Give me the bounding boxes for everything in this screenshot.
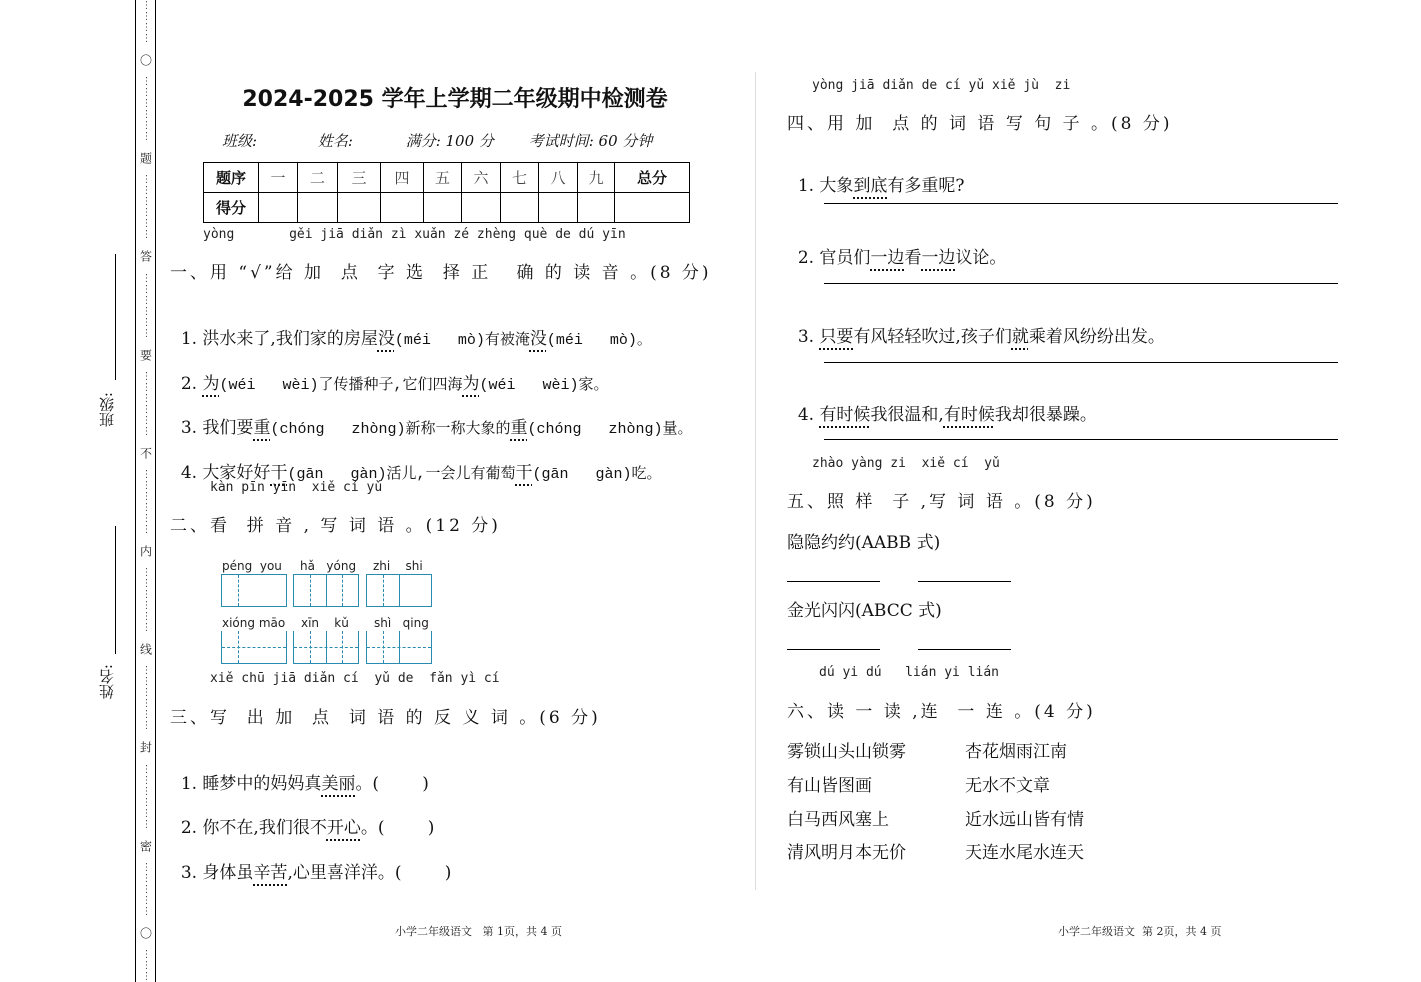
dotted-word: 有时候 — [819, 405, 871, 425]
match-left[interactable]: 雾锁山头山锁雾 — [787, 742, 906, 762]
dotted-char: 重 — [253, 418, 271, 438]
item-text: 2. 你不在,我们很不 — [180, 818, 327, 838]
grid-pinyin: hǎ yóng — [300, 559, 357, 573]
answer-line[interactable] — [824, 283, 1338, 284]
item-text: 有多重呢? — [887, 176, 965, 196]
section1-pinyin: yòng gěi jiā diǎn zì xuǎn zé zhèng què de dú yīn — [203, 227, 626, 242]
answer-line[interactable] — [824, 439, 1338, 440]
section1-item — [170, 304, 652, 349]
dotted-word: 到底 — [853, 176, 888, 196]
col-header: 二 — [298, 163, 338, 193]
score-cell[interactable] — [462, 193, 501, 223]
section2-pinyin: kàn pīn yīn xiě cí yǔ — [210, 480, 383, 495]
score-cell[interactable] — [259, 193, 298, 223]
col-header: 七 — [501, 163, 539, 193]
writing-box[interactable] — [366, 631, 432, 664]
section4-item — [787, 302, 1165, 347]
score-cell[interactable] — [424, 193, 462, 223]
item-text: 我很温和, — [870, 405, 944, 425]
dotted-char: 没 — [529, 329, 547, 349]
section3-heading: 三、写 出 加 点 词 语 的 反 义 词 。(6 分) — [170, 708, 601, 728]
seal-char: 封 — [138, 741, 153, 754]
page-divider — [755, 72, 756, 890]
binding-border-left — [135, 0, 136, 982]
grid-pinyin: xióng māo — [222, 616, 286, 630]
dotted-char: 为 — [202, 374, 220, 394]
total-score-cell[interactable] — [615, 193, 690, 223]
answer-line[interactable] — [787, 649, 880, 650]
side-name-field[interactable] — [115, 526, 116, 654]
section3-pinyin: xiě chū jiā diǎn cí yǔ de fǎn yì cí — [210, 671, 500, 686]
match-right[interactable]: 近水远山皆有情 — [965, 810, 1084, 830]
item-text: 4. 大家好好 — [180, 463, 271, 483]
pinyin-options[interactable]: (chóng zhòng)新称一称大象的 — [270, 421, 511, 438]
section5-example: 金光闪闪(ABCC 式) — [787, 601, 942, 621]
section1-item — [170, 393, 693, 438]
section6-heading: 六、读 一 读 ,连 一 连 。(4 分) — [787, 702, 1096, 722]
section1-item — [170, 438, 662, 483]
pinyin-options[interactable]: (wéi wèi)了传播种子,它们四海 — [219, 377, 463, 394]
item-text: 3. 我们要 — [180, 418, 254, 438]
row-label-score: 得分 — [204, 193, 259, 223]
item-text: 议论。 — [955, 248, 1007, 268]
item-text: 1. 睡梦中的妈妈真 — [180, 774, 322, 794]
dotted-char: 没 — [377, 329, 395, 349]
name-label: 姓名: — [317, 132, 353, 150]
dotted-char: 重 — [510, 418, 528, 438]
section4-heading: 四、用 加 点 的 词 语 写 句 子 。(8 分) — [787, 114, 1173, 134]
seal-char: 要 — [138, 348, 153, 361]
dotted-word: 辛苦 — [253, 863, 288, 883]
seal-char: 不 — [138, 446, 153, 459]
seal-dots: ⋯⋯⋯⋯⋯⋯ — [140, 76, 152, 143]
score-table-header-row — [204, 163, 690, 193]
col-header: 五 — [424, 163, 462, 193]
seal-char: 密 — [138, 839, 153, 852]
seal-char: 〇 — [138, 926, 153, 939]
answer-blank[interactable]: 。( ) — [360, 818, 435, 838]
page2-footer: 小学二年级语文 第 2页，共 4 页 — [1058, 925, 1222, 938]
side-name-label: 姓名: — [98, 664, 116, 700]
item-text: 3. 身体虽 — [180, 863, 254, 883]
dotted-char: 为 — [462, 374, 480, 394]
seal-dots: ⋯⋯⋯⋯⋯⋯ — [140, 763, 152, 830]
score-cell[interactable] — [578, 193, 615, 223]
section5-pinyin: zhào yàng zi xiě cí yǔ — [812, 456, 1000, 471]
dotted-word: 就 — [1011, 327, 1029, 347]
item-text: 1. 洪水来了,我们家的房屋 — [180, 329, 378, 349]
answer-blank[interactable]: 。( ) — [355, 774, 429, 794]
score-table — [203, 162, 690, 223]
answer-line[interactable] — [824, 362, 1338, 363]
item-text: 3. — [797, 327, 820, 347]
match-right[interactable]: 杏花烟雨江南 — [965, 742, 1067, 762]
section3-item — [170, 838, 451, 883]
dotted-char: 干 — [515, 463, 533, 483]
section3-item — [170, 793, 434, 838]
section5-example: 隐隐约约(AABB 式) — [787, 533, 941, 553]
grid-pinyin: shì qing — [374, 616, 429, 630]
answer-blank[interactable]: ,心里喜洋洋。( ) — [287, 863, 452, 883]
match-left[interactable]: 有山皆图画 — [787, 776, 872, 796]
col-header: 四 — [381, 163, 424, 193]
dotted-char: 干 — [270, 463, 288, 483]
grid-pinyin: xīn kǔ — [301, 616, 349, 630]
pinyin-options[interactable]: (méi mò)有被淹 — [394, 332, 530, 349]
section1-heading: 一、用 “√”给 加 点 字 选 择 正 确 的 读 音 。(8 分) — [170, 263, 712, 283]
seal-char: 题 — [138, 152, 153, 165]
item-text: 乘着风纷纷出发。 — [1028, 327, 1165, 347]
seal-dots: ⋯⋯⋯ — [140, 948, 152, 982]
section4-pinyin: yòng jiā diǎn de cí yǔ xiě jù zi — [812, 78, 1071, 93]
item-text: 2. — [180, 374, 203, 394]
full-score: 满分: 100 分 — [405, 132, 494, 150]
seal-dots: ⋯⋯⋯⋯⋯⋯ — [140, 272, 152, 339]
section5-heading: 五、照 样 子 ,写 词 语 。(8 分) — [787, 492, 1096, 512]
score-cell[interactable] — [539, 193, 578, 223]
seal-char: 线 — [138, 643, 153, 656]
exam-time: 考试时间: 60 分钟 — [528, 132, 653, 150]
grid-pinyin: péng you — [222, 559, 282, 573]
dotted-word: 只要 — [819, 327, 854, 347]
seal-dots: ⋯⋯⋯⋯⋯⋯ — [140, 665, 152, 732]
dotted-word: 一边 — [921, 248, 956, 268]
pinyin-options[interactable]: (wéi wèi)家。 — [479, 377, 609, 394]
dotted-word: 开心 — [326, 818, 361, 838]
dotted-word: 有时候 — [943, 405, 995, 425]
seal-dots: ⋯⋯⋯⋯⋯⋯ — [140, 468, 152, 535]
section1-item — [170, 349, 609, 394]
match-left[interactable]: 白马西风塞上 — [787, 810, 889, 830]
total-header: 总分 — [615, 163, 690, 193]
score-cell[interactable] — [298, 193, 338, 223]
writing-box[interactable] — [221, 631, 287, 664]
col-header: 八 — [539, 163, 578, 193]
score-cell[interactable] — [338, 193, 381, 223]
col-header: 九 — [578, 163, 615, 193]
pinyin-options[interactable]: (chóng zhòng)量。 — [527, 421, 693, 438]
dotted-word: 美丽 — [321, 774, 356, 794]
item-text: 1. 大象 — [797, 176, 854, 196]
seal-char: 答 — [138, 250, 153, 263]
side-class-label: 班级: — [98, 392, 116, 428]
section4-item — [787, 151, 965, 196]
match-left[interactable]: 清风明月本无价 — [787, 843, 906, 863]
item-text: 4. — [797, 405, 820, 425]
seal-char: 〇 — [138, 54, 153, 67]
match-right[interactable]: 无水不文章 — [965, 776, 1050, 796]
item-text: 2. 官员们 — [797, 248, 871, 268]
seal-dots: ⋯⋯⋯⋯ — [140, 0, 152, 44]
answer-line[interactable] — [824, 203, 1338, 204]
section3-item — [170, 749, 429, 794]
match-right[interactable]: 天连水尾水连天 — [965, 843, 1084, 863]
writing-box[interactable] — [366, 574, 432, 607]
pinyin-options[interactable]: (méi mò)。 — [546, 332, 652, 349]
section4-item — [787, 380, 1097, 425]
grid-pinyin: zhi shi — [373, 559, 423, 573]
pinyin-options[interactable]: (gān gàn)吃。 — [532, 466, 662, 483]
page1-footer: 小学二年级语文 第 1页，共 4 页 — [395, 925, 562, 938]
score-cell[interactable] — [501, 193, 539, 223]
seal-line-strip — [137, 0, 154, 982]
item-text: 有风轻轻吹过,孩子们 — [853, 327, 1012, 347]
score-cell[interactable] — [381, 193, 424, 223]
answer-line[interactable] — [918, 649, 1011, 650]
binding-border-right — [155, 0, 156, 982]
writing-box[interactable] — [221, 574, 287, 607]
seal-char: 内 — [138, 545, 153, 558]
answer-line[interactable] — [787, 581, 880, 582]
writing-box[interactable] — [293, 631, 359, 664]
score-table-score-row — [204, 193, 690, 223]
side-class-field[interactable] — [115, 254, 116, 380]
col-header: 一 — [259, 163, 298, 193]
col-header: 六 — [462, 163, 501, 193]
col-header: 三 — [338, 163, 381, 193]
item-text: 我却很暴躁。 — [994, 405, 1097, 425]
seal-dots: ⋯⋯⋯⋯⋯⋯ — [140, 370, 152, 437]
section2-heading: 二、看 拼 音 , 写 词 语 。(12 分) — [170, 516, 501, 536]
row-label-order: 题序 — [204, 163, 259, 193]
class-label: 班级: — [222, 132, 258, 150]
answer-line[interactable] — [918, 581, 1011, 582]
section6-pinyin: dú yi dú lián yi lián — [819, 665, 1000, 680]
seal-dots: ⋯⋯⋯⋯⋯⋯ — [140, 567, 152, 634]
seal-dots: ⋯⋯⋯⋯⋯ — [140, 861, 152, 917]
pinyin-options[interactable]: (gān gàn)活儿,一会儿有葡萄 — [287, 466, 516, 483]
item-text: 看 — [904, 248, 922, 268]
dotted-word: 一边 — [870, 248, 905, 268]
exam-title: 2024-2025 学年上学期二年级期中检测卷 — [242, 87, 668, 112]
writing-box[interactable] — [293, 574, 359, 607]
section4-item — [787, 223, 1006, 268]
exam-info-row — [222, 130, 652, 151]
seal-dots: ⋯⋯⋯⋯⋯⋯ — [140, 174, 152, 241]
